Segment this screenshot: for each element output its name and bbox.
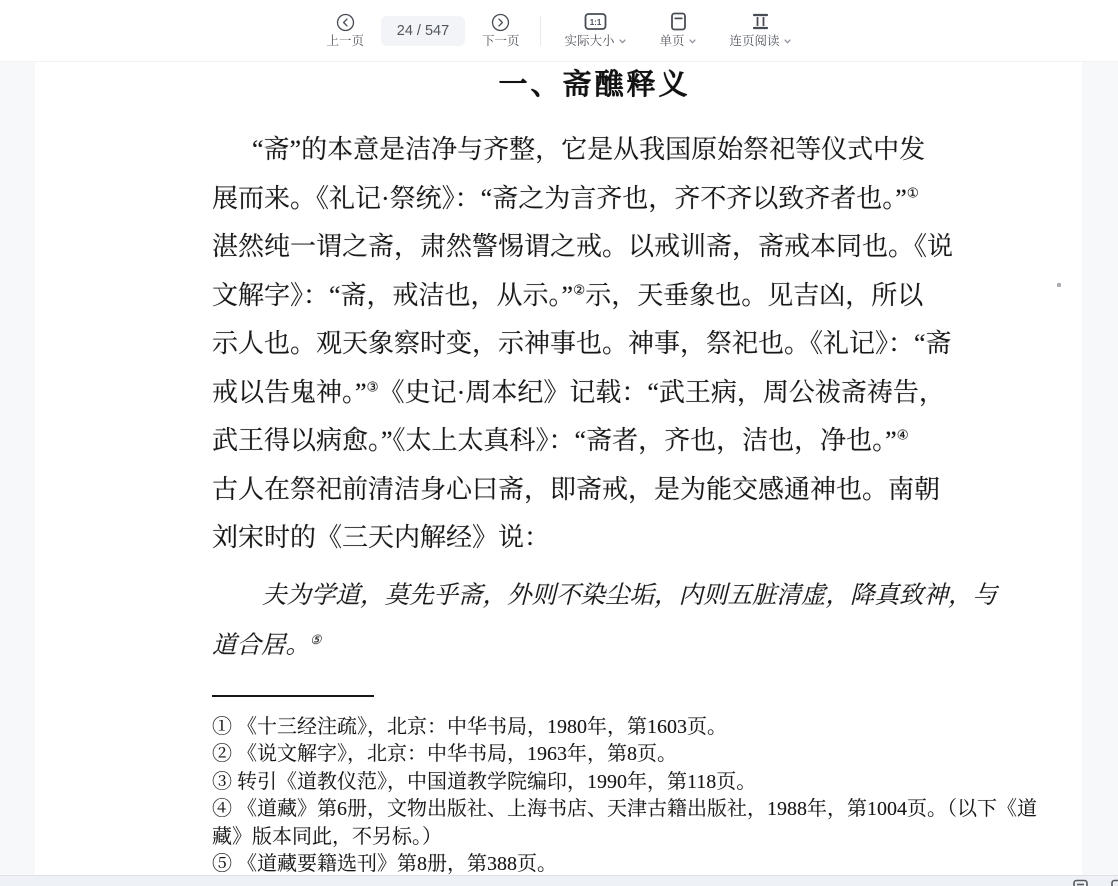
page-number-input[interactable] xyxy=(381,16,465,46)
body-line: 展而来。《礼记·祭统》：“斋之为言齐也，齐不齐以致齐者也。”① xyxy=(212,183,919,213)
body-line: 文解字》：“斋，戒洁也，从示。”②示，天垂象也。见吉凶，所以 xyxy=(212,280,924,310)
body-line: “斋”的本意是洁净与齐整，它是从我国原始祭祀等仪式中发 xyxy=(252,135,926,164)
block-quote xyxy=(212,571,997,671)
body-paragraph xyxy=(212,126,977,563)
next-page-button[interactable] xyxy=(482,13,520,48)
footnote-line: 藏》版本同此，不另标。） xyxy=(212,825,442,848)
body-line: 湛然纯一谓之斋，肃然警惕谓之戒。以戒训斋，斋戒本同也。《说 xyxy=(212,232,954,261)
actual-size-label: 实际大小 xyxy=(564,34,615,48)
continuous-reading-button[interactable] xyxy=(730,12,792,49)
scanned-page xyxy=(35,62,1082,875)
next-page-label: 下一页 xyxy=(481,34,520,48)
footnote-line: ⑤ 《道藏要籍选刊》第8册，第388页。 xyxy=(212,853,557,875)
actual-size-1to1-icon xyxy=(584,12,607,31)
footnotes xyxy=(212,714,1037,876)
page-view-icon[interactable] xyxy=(1072,879,1089,886)
body-line: 示人也。观天象察时变，示神事也。神事，祭祀也。《礼记》：“斋 xyxy=(212,329,952,358)
bottom-bar xyxy=(0,875,1118,886)
chevron-right-circle-icon xyxy=(491,13,510,32)
single-page-button[interactable] xyxy=(660,12,697,49)
footnote-line: ① 《十三经注疏》，北京：中华书局，1980年，第1603页。 xyxy=(212,715,727,738)
actual-size-button[interactable] xyxy=(564,12,626,49)
scrollbar-thumb[interactable] xyxy=(1057,283,1061,287)
page-title: 一、斋醮释义 xyxy=(498,69,691,101)
toolbar-divider xyxy=(540,16,541,46)
chevron-down-icon xyxy=(618,34,627,49)
footnote-line: ④ 《道藏》第6册，文物出版社、上海书店、天津古籍出版社，1988年，第1004页。（以下《道 xyxy=(212,798,1037,821)
footnote-separator xyxy=(212,695,374,697)
chevron-down-icon xyxy=(783,34,792,49)
quote-line: 夫为学道，莫先乎斋，外则不染尘垢，内则五脏清虚，降真致神，与 xyxy=(262,581,997,609)
layout-view-icon[interactable] xyxy=(1110,879,1118,886)
single-page-icon xyxy=(669,12,688,31)
body-line: 武王得以病愈。”《太上太真科》：“斋者，齐也，洁也，净也。”④ xyxy=(212,426,909,455)
continuous-pages-icon xyxy=(750,12,771,31)
footnote-line: ② 《说文解字》，北京：中华书局，1963年，第8页。 xyxy=(212,743,677,766)
chevron-left-circle-icon xyxy=(336,13,355,32)
single-page-label: 单页 xyxy=(659,34,685,48)
body-line: 古人在祭祀前清洁身心曰斋，即斋戒，是为能交感通神也。南朝 xyxy=(212,474,941,504)
prev-page-button[interactable] xyxy=(326,13,364,48)
footnote-line: ③ 转引《道教仪范》，中国道教学院编印，1990年，第118页。 xyxy=(212,770,757,793)
chevron-down-icon xyxy=(688,34,697,49)
toolbar xyxy=(0,0,1118,62)
continuous-reading-label: 连页阅读 xyxy=(729,34,780,48)
svg-text:1:1: 1:1 xyxy=(589,18,602,27)
body-line: 戒以告鬼神。”③《史记·周本纪》记载：“武王病，周公祓斋祷告， xyxy=(212,377,945,407)
content-area xyxy=(0,62,1118,875)
body-line: 刘宋时的《三天内解经》说： xyxy=(212,523,551,552)
prev-page-label: 上一页 xyxy=(326,34,364,48)
quote-line: 道合居。⑤ xyxy=(212,631,322,659)
